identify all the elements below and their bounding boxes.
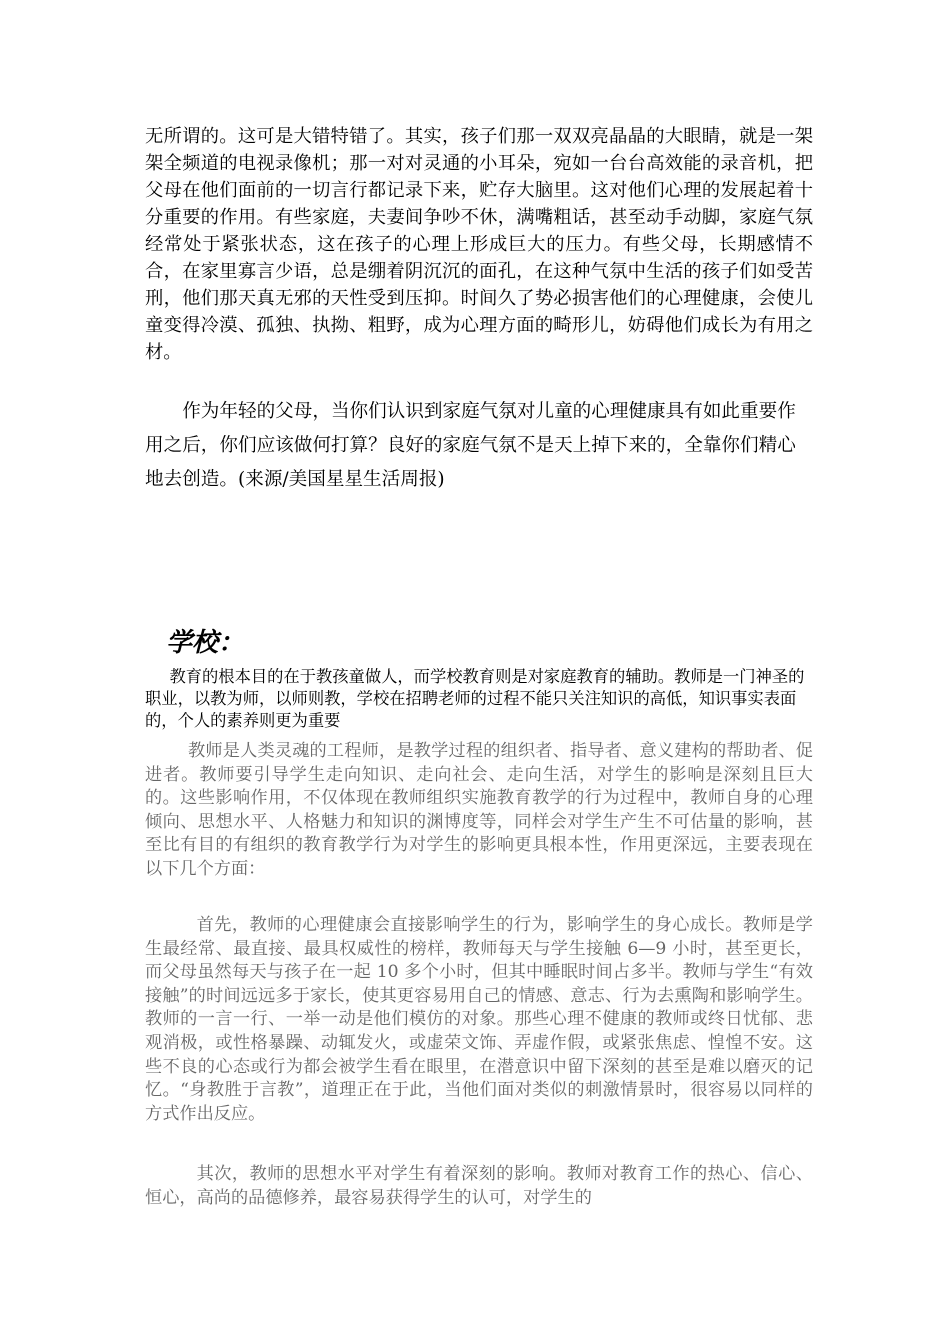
section-heading-school: 学校： [166, 628, 245, 658]
paragraph-teacher-role: 教师是人类灵魂的工程师，是教学过程的组织者、指导者、意义建构的帮助者、促进者。教师要引导学生走向知识、走向社会、走向生活，对学生的影响是深刻且巨大的。这些影响作用，不仅体现在教师组织实施教育教学的行为过程中，教师自身的心理倾向、思想水平、人格魅力和知识的渊博度等，同样会对学生产生不可估量的影响，甚至比有目的有组织的教育教学行为对学生的影响更具根本性，作用更深远，主要表现在以下几个方面： [145, 741, 813, 879]
paragraph-school-intro: 教育的根本目的在于教孩童做人，而学校教育则是对家庭教育的辅助。教师是一门神圣的职业，以教为师，以师则教，学校在招聘老师的过程不能只关注知识的高低，知识事实表面的，个人的素养则更为重要 [145, 667, 805, 730]
paragraph-parents-advice: 作为年轻的父母，当你们认识到家庭气氛对儿童的心理健康具有如此重要作用之后，你们应该做何打算？良好的家庭气氛不是天上掉下来的，全靠你们精心地去创造。(来源/美国星星生活周报) [145, 401, 796, 490]
paragraph-teacher-mental-health: 首先，教师的心理健康会直接影响学生的行为，影响学生的身心成长。教师是学生最经常、最直接、最具权威性的榜样，教师每天与学生接触 6—9 小时，甚至更长，而父母虽然每天与孩子在一起 10 多个小时，但其中睡眠时间占多半。教师与学生“有效接触”的时间远远多于家长，使其更容易用自己的情感、意志、行为去熏陶和影响学生。教师的一言一行、一举一动是他们模仿的对象。那些心理不健康的教师或终日忧郁、悲观消极，或性格暴躁、动辄发火，或虚荣文饰、弄虚作假，或紧张焦虑、惶惶不安。这些不良的心态或行为都会被学生看在眼里，在潜意识中留下深刻的甚至是难以磨灭的记忆。“身教胜于言教”，道理正在于此，当他们面对类似的刺激情景时，很容易以同样的方式作出反应。 [145, 915, 813, 1124]
paragraph-family-atmosphere: 无所谓的。这可是大错特错了。其实，孩子们那一双双亮晶晶的大眼睛，就是一架架全频道的电视录像机；那一对对灵通的小耳朵，宛如一台台高效能的录音机，把父母在他们面前的一切言行都记录下来，贮存大脑里。这对他们心理的发展起着十分重要的作用。有些家庭，夫妻间争吵不休，满嘴粗话，甚至动手动脚，家庭气氛经常处于紧张状态，这在孩子的心理上形成巨大的压力。有些父母，长期感情不合，在家里寡言少语，总是绷着阴沉沉的面孔，在这种气氛中生活的孩子们如受苦刑，他们那天真无邪的天性受到压抑。时间久了势必损害他们的心理健康，会使儿童变得冷漠、孤独、执拗、粗野，成为心理方面的畸形儿，妨碍他们成长为有用之材。 [145, 126, 813, 363]
paragraph-teacher-thought-level: 其次，教师的思想水平对学生有着深刻的影响。教师对教育工作的热心、信心、恒心，高尚的品德修养，最容易获得学生的认可，对学生的 [145, 1164, 813, 1208]
